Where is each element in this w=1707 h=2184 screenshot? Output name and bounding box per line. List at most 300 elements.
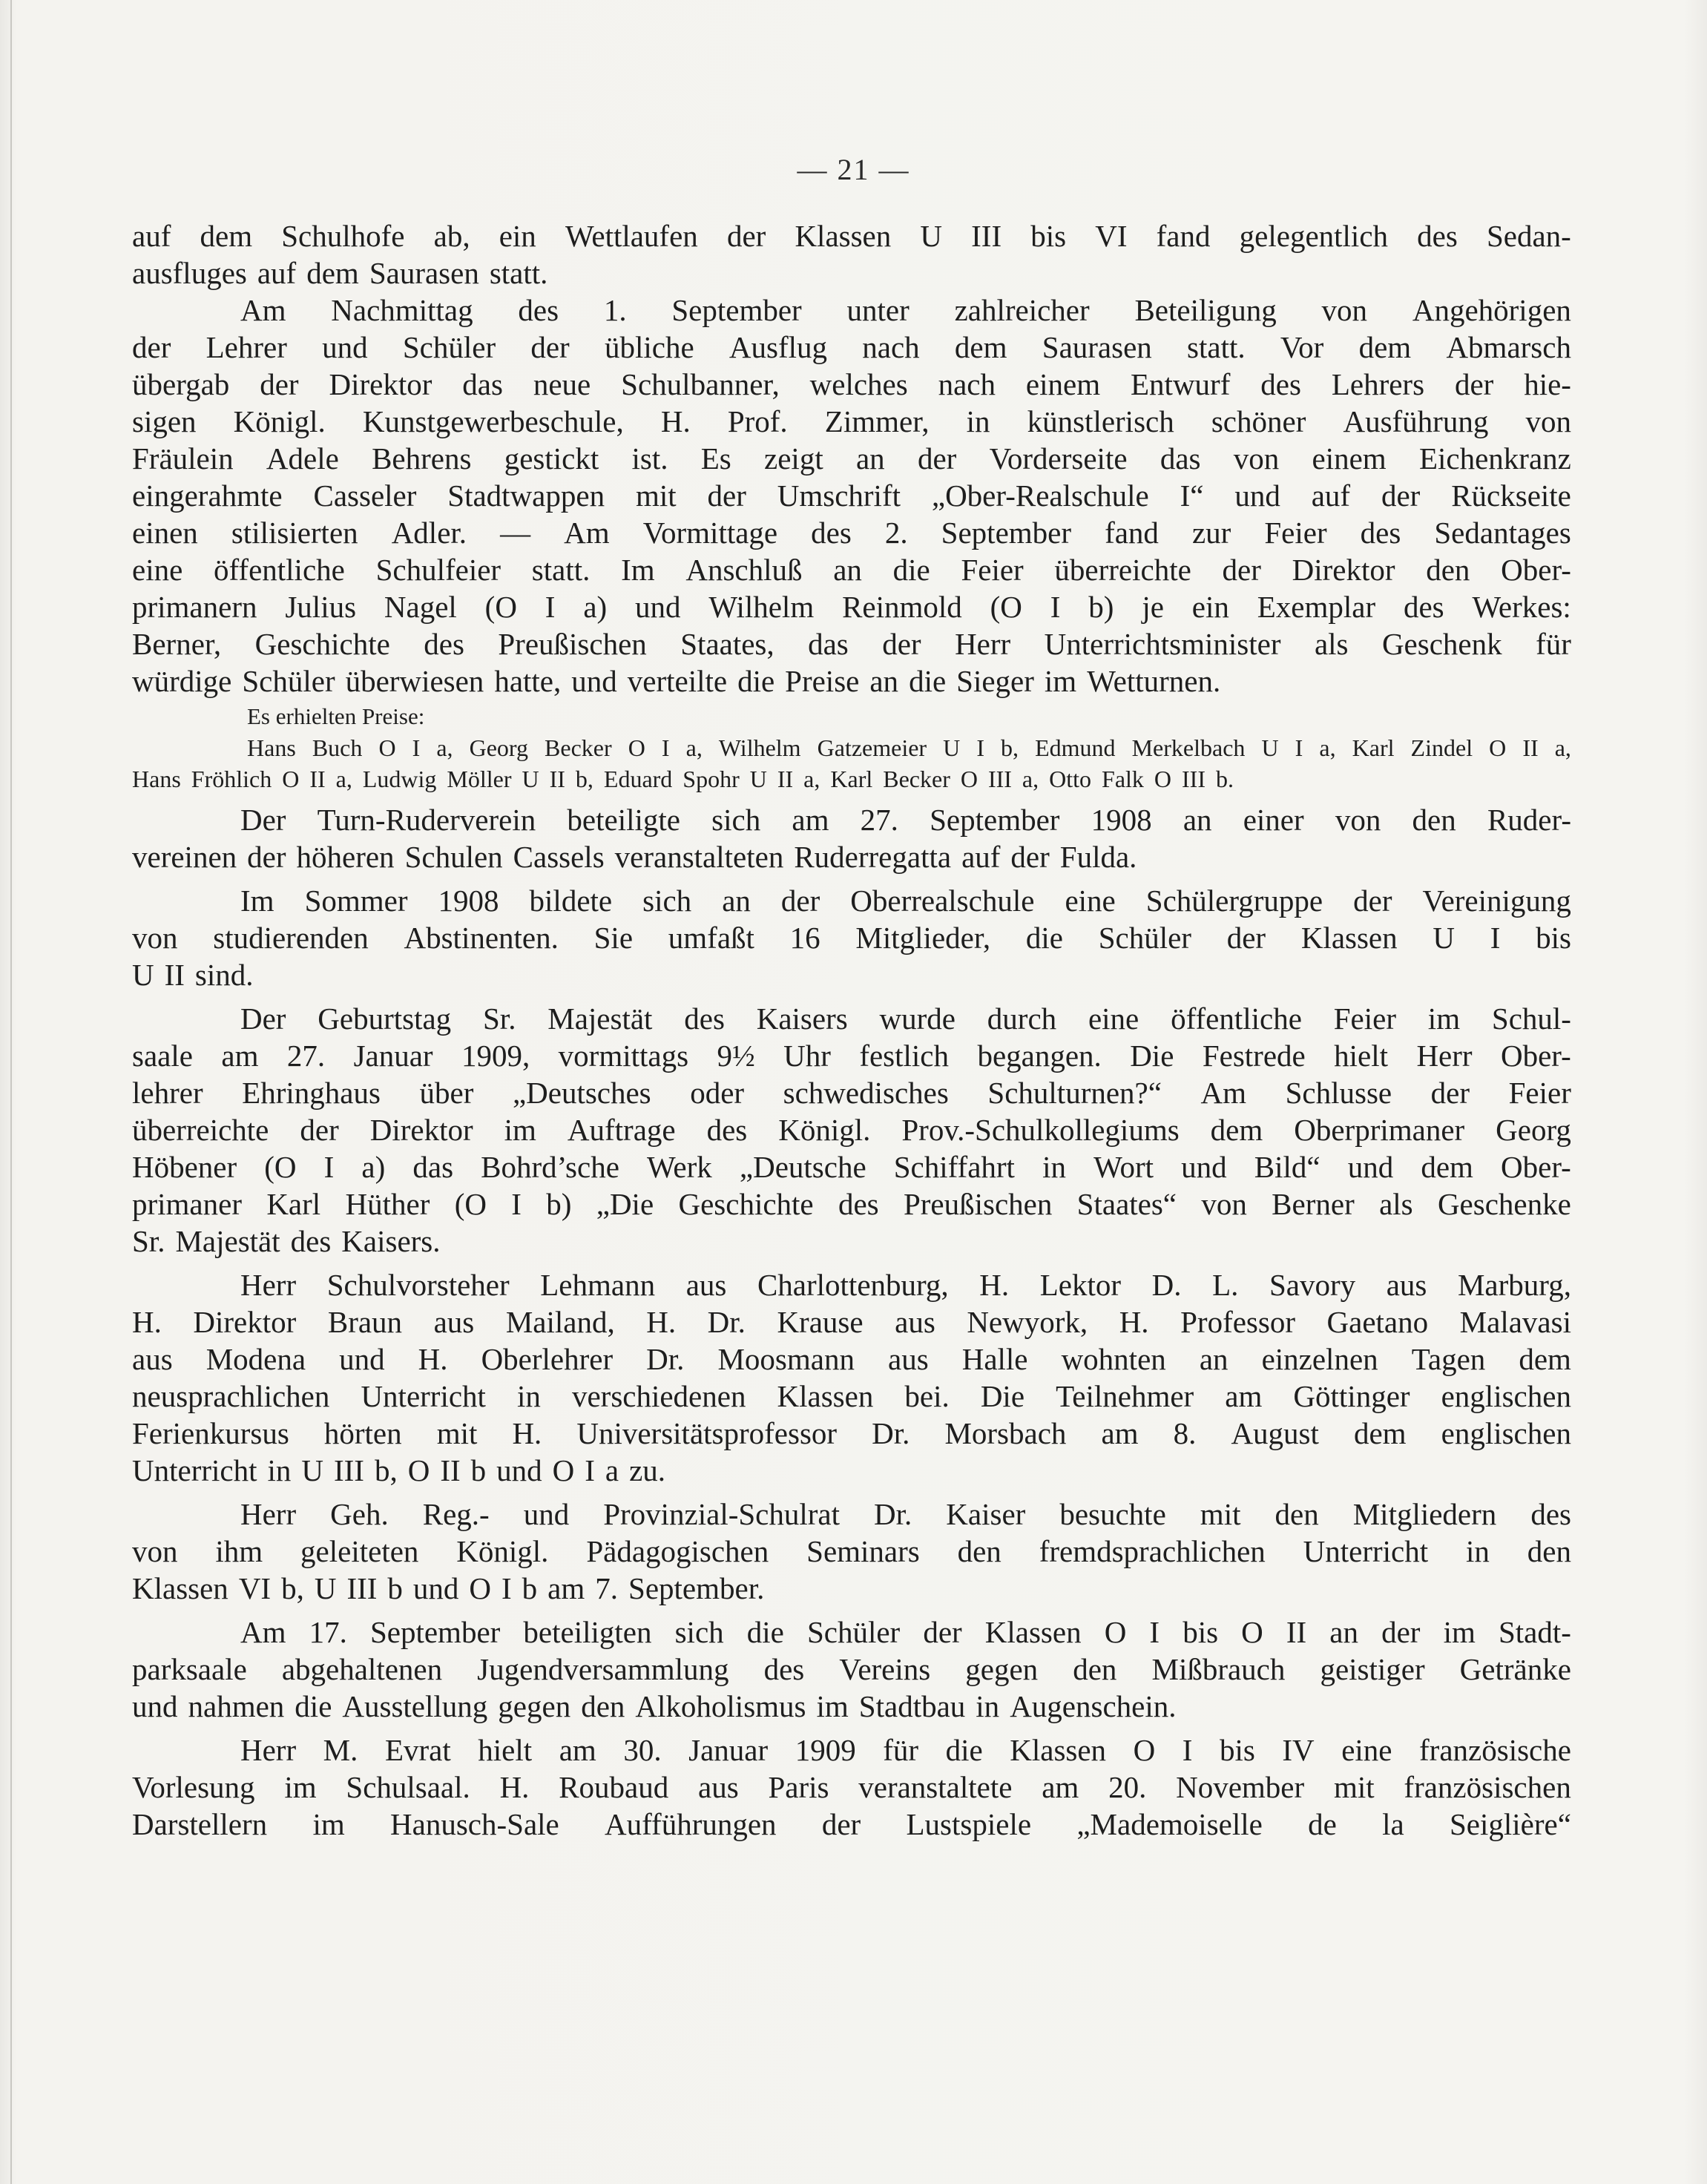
word: aus bbox=[1386, 1268, 1427, 1302]
word: Adele bbox=[266, 441, 339, 476]
word: VI bbox=[238, 1571, 272, 1605]
word: Fröhlich bbox=[191, 766, 272, 792]
word: I bbox=[585, 1453, 595, 1487]
word: Ober- bbox=[1501, 553, 1571, 587]
word: Rückseite bbox=[1451, 478, 1571, 513]
word: Buch bbox=[312, 734, 363, 761]
word: O bbox=[378, 734, 396, 761]
word: Otto bbox=[1049, 766, 1092, 792]
word: Morsbach bbox=[944, 1416, 1067, 1450]
text-line bbox=[132, 956, 1571, 993]
word: bis bbox=[1030, 219, 1067, 253]
word: Umschrift bbox=[777, 478, 901, 513]
word: an bbox=[1183, 803, 1212, 837]
word: O bbox=[1104, 1615, 1127, 1649]
word: Entwurf bbox=[1131, 367, 1231, 401]
word: dem bbox=[1519, 1342, 1571, 1376]
word: Möller bbox=[447, 766, 512, 792]
word: b bbox=[522, 1571, 538, 1605]
word: 27. bbox=[860, 803, 898, 837]
word: Kunstgewerbeschule, bbox=[362, 404, 624, 438]
word: begangen. bbox=[977, 1039, 1102, 1073]
word: a, bbox=[1319, 734, 1336, 761]
word: H. bbox=[418, 1342, 448, 1376]
word: Oberprimaner bbox=[1294, 1113, 1465, 1147]
word: Vorderseite bbox=[989, 441, 1128, 476]
text-line bbox=[132, 440, 1571, 477]
word: und bbox=[523, 1497, 570, 1531]
word: sigen bbox=[132, 404, 197, 438]
word: im bbox=[1044, 664, 1077, 698]
word: Direktor bbox=[1292, 553, 1395, 587]
word: wohnten bbox=[1061, 1342, 1166, 1376]
word: in bbox=[966, 404, 990, 438]
word: O bbox=[1489, 734, 1507, 761]
word: Schüler bbox=[242, 664, 335, 698]
word: von bbox=[132, 921, 178, 955]
word: September bbox=[930, 803, 1060, 837]
word: Gaetano bbox=[1326, 1305, 1429, 1339]
word: Malavasi bbox=[1459, 1305, 1571, 1339]
word: Stadt- bbox=[1498, 1615, 1571, 1649]
word: I bbox=[501, 1571, 512, 1605]
word: 1. bbox=[603, 293, 627, 327]
word: der bbox=[1381, 1615, 1421, 1649]
word: Halle bbox=[961, 1342, 1028, 1376]
word: VI bbox=[1095, 219, 1128, 253]
word: Die bbox=[980, 1379, 1025, 1413]
word: in bbox=[1042, 1150, 1066, 1184]
word: — bbox=[500, 516, 531, 550]
word: Berner, bbox=[132, 627, 222, 661]
text-line bbox=[132, 1651, 1571, 1688]
word: Braun bbox=[327, 1305, 403, 1339]
word: III bbox=[346, 1571, 378, 1605]
word: als bbox=[1314, 627, 1349, 661]
word: b, bbox=[374, 1453, 398, 1487]
word: der bbox=[132, 330, 171, 364]
word: Adler. bbox=[391, 516, 467, 550]
word: Karl bbox=[830, 766, 873, 792]
word: wurde bbox=[879, 1001, 956, 1036]
word: I bbox=[1295, 734, 1303, 761]
word: Schulfeier bbox=[375, 553, 501, 587]
word: der bbox=[821, 1807, 861, 1841]
page-number: — 21 — bbox=[797, 153, 910, 186]
word: Auftrage bbox=[567, 1113, 676, 1147]
text-line bbox=[132, 1185, 1571, 1223]
word: O bbox=[628, 734, 645, 761]
word: Reg.- bbox=[422, 1497, 490, 1531]
word: studierenden bbox=[213, 921, 369, 955]
word: Sr. bbox=[132, 1224, 165, 1258]
word: I bbox=[661, 734, 670, 761]
prize-list-line bbox=[132, 732, 1571, 763]
word: Zindel bbox=[1410, 734, 1473, 761]
word: Feier bbox=[961, 553, 1024, 587]
word: ein bbox=[499, 219, 536, 253]
word: ihm bbox=[215, 1534, 263, 1568]
word: Dr. bbox=[874, 1497, 912, 1531]
word: Geburtstag bbox=[318, 1001, 452, 1036]
word: und bbox=[571, 664, 617, 698]
word: 7. bbox=[595, 1571, 619, 1605]
word: hörten bbox=[323, 1416, 402, 1450]
word: Savory bbox=[1269, 1268, 1356, 1302]
word: ist. bbox=[631, 441, 668, 476]
word: überreichte bbox=[132, 1113, 269, 1147]
word: den bbox=[1275, 1497, 1319, 1531]
word: Feier bbox=[1264, 516, 1327, 550]
text-line bbox=[132, 1806, 1571, 1843]
text-line bbox=[132, 292, 1571, 329]
word: Wilhelm bbox=[708, 590, 815, 624]
word: des bbox=[1403, 590, 1444, 624]
text-line bbox=[132, 1037, 1571, 1074]
word: zeigt bbox=[764, 441, 823, 476]
text-line bbox=[132, 1496, 1571, 1533]
word: a, bbox=[803, 766, 820, 792]
word: aus bbox=[685, 1268, 727, 1302]
word: Schulhofe bbox=[281, 219, 405, 253]
word: Es bbox=[700, 441, 731, 476]
word: Sieger bbox=[956, 664, 1034, 698]
word: lehrer bbox=[132, 1076, 203, 1110]
word: den bbox=[1073, 1652, 1117, 1686]
word: auf bbox=[961, 840, 1001, 874]
word: b. bbox=[1215, 766, 1234, 792]
word: einer bbox=[1243, 803, 1304, 837]
word: Anschluß bbox=[685, 553, 803, 587]
word: Georg bbox=[1496, 1113, 1571, 1147]
word: D. bbox=[1151, 1268, 1182, 1302]
word: hie- bbox=[1524, 367, 1571, 401]
word: Saurasen bbox=[1042, 330, 1152, 364]
word: Am bbox=[1200, 1076, 1247, 1110]
word: O bbox=[1241, 1615, 1263, 1649]
word: Cassels bbox=[513, 840, 605, 874]
word: Schülergruppe bbox=[1145, 884, 1323, 918]
word: an bbox=[855, 441, 885, 476]
word: abgehaltenen bbox=[281, 1652, 443, 1686]
word: Wort bbox=[1093, 1150, 1154, 1184]
word: August bbox=[1231, 1416, 1319, 1450]
word: parksaale bbox=[132, 1652, 247, 1686]
word: Unterricht bbox=[361, 1379, 486, 1413]
word: mit bbox=[635, 478, 677, 513]
word: Majestät bbox=[175, 1224, 280, 1258]
text-line bbox=[132, 1415, 1571, 1452]
word: Sie bbox=[593, 921, 634, 955]
word: a, bbox=[685, 734, 703, 761]
word: und bbox=[322, 330, 368, 364]
text-line bbox=[132, 254, 1571, 292]
word: Eduard bbox=[603, 766, 673, 792]
word: veranstaltete bbox=[858, 1770, 1013, 1804]
word: U bbox=[132, 958, 154, 992]
word: in bbox=[1466, 1534, 1490, 1568]
text-line bbox=[132, 1111, 1571, 1148]
word: eine bbox=[1341, 1733, 1392, 1767]
word: Höbener bbox=[132, 1150, 237, 1184]
word: durch bbox=[987, 1001, 1057, 1036]
word: am bbox=[547, 1571, 585, 1605]
word: Prov.-Schulkollegiums bbox=[901, 1113, 1180, 1147]
word: 16 bbox=[789, 921, 820, 955]
word: gestickt bbox=[504, 441, 599, 476]
word: Preise bbox=[785, 664, 860, 698]
text-line bbox=[132, 477, 1571, 514]
word: Mißbrauch bbox=[1151, 1652, 1286, 1686]
word: verteilte bbox=[627, 664, 728, 698]
word: ein bbox=[1191, 590, 1229, 624]
word: fand bbox=[1156, 219, 1211, 253]
word: von bbox=[132, 1534, 178, 1568]
word: 1909, bbox=[461, 1039, 530, 1073]
word: einen bbox=[132, 516, 198, 550]
word: Professor bbox=[1180, 1305, 1295, 1339]
word: Becker bbox=[545, 734, 612, 761]
word: Ausstellung bbox=[342, 1689, 488, 1723]
word: a, bbox=[436, 734, 453, 761]
word: b, bbox=[1001, 734, 1019, 761]
word: U bbox=[1433, 921, 1455, 955]
word: Alkoholismus bbox=[635, 1689, 806, 1723]
word: würdige bbox=[132, 664, 232, 698]
word: welches bbox=[809, 367, 908, 401]
word: vereinen bbox=[132, 840, 237, 874]
word: und bbox=[635, 590, 681, 624]
word: Lustspiele bbox=[906, 1807, 1032, 1841]
word: im bbox=[1427, 1001, 1461, 1036]
word: statt. bbox=[531, 553, 591, 587]
word: Vorlesung bbox=[132, 1770, 255, 1804]
word: die bbox=[295, 1689, 332, 1723]
word: Vereinigung bbox=[1422, 884, 1571, 918]
word: Ruderregatta bbox=[794, 840, 952, 874]
word: a, bbox=[1554, 734, 1571, 761]
word: Merkelbach bbox=[1131, 734, 1246, 761]
word: Oberlehrer bbox=[481, 1342, 614, 1376]
word: neue bbox=[533, 367, 591, 401]
word: die bbox=[892, 553, 930, 587]
word: Charlottenburg, bbox=[757, 1268, 949, 1302]
word: Sedantages bbox=[1434, 516, 1571, 550]
word: der bbox=[707, 478, 746, 513]
word: Behrens bbox=[372, 441, 472, 476]
word: Werkes: bbox=[1472, 590, 1571, 624]
word: Mitglieder, bbox=[855, 921, 991, 955]
word: und bbox=[1181, 1150, 1227, 1184]
word: Werk bbox=[647, 1150, 712, 1184]
preise-heading: Es erhielten Preise: bbox=[247, 703, 425, 729]
word: II bbox=[777, 766, 794, 792]
word: gegen bbox=[498, 1689, 571, 1723]
word: Ausführung bbox=[1343, 404, 1489, 438]
word: Geschichte bbox=[254, 627, 390, 661]
word: Sedan- bbox=[1486, 219, 1571, 253]
word: gelegentlich bbox=[1239, 219, 1389, 253]
word: Schulsaal. bbox=[346, 1770, 470, 1804]
word: des bbox=[706, 1113, 748, 1147]
word: Schlusse bbox=[1285, 1076, 1392, 1110]
word: Klassen bbox=[1300, 921, 1398, 955]
word: in bbox=[267, 1453, 292, 1487]
text-line bbox=[132, 1688, 1571, 1725]
word: Festrede bbox=[1202, 1039, 1306, 1073]
word: des bbox=[1360, 516, 1401, 550]
word: 27. bbox=[286, 1039, 326, 1073]
word: H. bbox=[979, 1268, 1010, 1302]
word: von bbox=[1201, 1187, 1247, 1221]
word: Im bbox=[621, 553, 655, 587]
word: an bbox=[1199, 1342, 1229, 1376]
word: September bbox=[671, 293, 802, 327]
word: eine bbox=[1088, 1001, 1139, 1036]
word: bildete bbox=[529, 884, 613, 918]
word: II bbox=[1286, 1615, 1307, 1649]
word: mit bbox=[1200, 1497, 1241, 1531]
word: überreichte bbox=[1054, 553, 1191, 587]
word: L. bbox=[1212, 1268, 1239, 1302]
word: ab, bbox=[433, 219, 470, 253]
word: des bbox=[1260, 367, 1301, 401]
word: I“ bbox=[1180, 478, 1204, 513]
word: überwiesen bbox=[345, 664, 484, 698]
word: auf bbox=[257, 256, 297, 290]
word: (O bbox=[454, 1187, 487, 1221]
word: einzelnen bbox=[1261, 1342, 1378, 1376]
word: Dr. bbox=[872, 1416, 910, 1450]
word: für bbox=[1536, 627, 1571, 661]
word: Georg bbox=[469, 734, 528, 761]
word: II bbox=[440, 1453, 461, 1487]
text-line bbox=[132, 1570, 1571, 1607]
text-line bbox=[132, 1341, 1571, 1378]
word: der bbox=[1381, 478, 1421, 513]
word: der bbox=[882, 627, 921, 661]
word: (O bbox=[264, 1150, 297, 1184]
word: der bbox=[1353, 884, 1392, 918]
text-line bbox=[132, 217, 1571, 254]
word: ausfluges bbox=[132, 256, 247, 290]
word: H. bbox=[1119, 1305, 1149, 1339]
word: O bbox=[960, 766, 978, 792]
word: sind. bbox=[194, 958, 254, 992]
word: von bbox=[1335, 803, 1381, 837]
text-line bbox=[132, 625, 1571, 662]
word: der bbox=[260, 367, 299, 401]
word: des bbox=[518, 293, 559, 327]
word: als bbox=[1379, 1187, 1413, 1221]
word: öffentliche bbox=[214, 553, 345, 587]
word: Klassen bbox=[777, 1379, 874, 1413]
word: I bbox=[1149, 1615, 1160, 1649]
word: Lehrer bbox=[205, 330, 287, 364]
text-line bbox=[132, 1266, 1571, 1303]
word: Direktor bbox=[329, 367, 432, 401]
word: III bbox=[987, 766, 1012, 792]
word: 9½ bbox=[717, 1039, 755, 1073]
word: am bbox=[1225, 1379, 1263, 1413]
word: und bbox=[1234, 478, 1280, 513]
word: in bbox=[976, 1689, 1000, 1723]
word: Wilhelm bbox=[718, 734, 801, 761]
word: Majestät bbox=[547, 1001, 653, 1036]
word: Klassen bbox=[132, 1571, 228, 1605]
word: Ausflug bbox=[728, 330, 828, 364]
word: Herr bbox=[240, 1733, 297, 1767]
word: verschiedenen bbox=[571, 1379, 746, 1413]
word: Eichenkranz bbox=[1418, 441, 1571, 476]
word: den bbox=[957, 1534, 1001, 1568]
word: des bbox=[838, 1187, 879, 1221]
word: statt. bbox=[489, 256, 548, 290]
word: 8. bbox=[1173, 1416, 1197, 1450]
word: einem bbox=[1025, 367, 1101, 401]
word: saale bbox=[132, 1039, 193, 1073]
word: bei. bbox=[904, 1379, 950, 1413]
word: U bbox=[301, 1453, 323, 1487]
text-line bbox=[132, 1731, 1571, 1769]
word: von bbox=[1321, 293, 1368, 327]
word: Bild“ bbox=[1254, 1150, 1320, 1184]
word: Schulvorsteher bbox=[326, 1268, 510, 1302]
word: Lehrers bbox=[1331, 367, 1425, 401]
word: fand bbox=[1105, 516, 1159, 550]
word: der bbox=[247, 840, 286, 874]
word: 1908 bbox=[1091, 803, 1152, 837]
word: beteiligte bbox=[567, 803, 680, 837]
word: Sr. bbox=[483, 1001, 516, 1036]
word: U bbox=[522, 766, 539, 792]
word: Vereins bbox=[839, 1652, 931, 1686]
word: III bbox=[971, 219, 1002, 253]
word: die bbox=[945, 1733, 983, 1767]
word: September. bbox=[628, 1571, 765, 1605]
word: hielt bbox=[1334, 1039, 1389, 1073]
word: Ruder- bbox=[1487, 803, 1571, 837]
word: a) bbox=[583, 590, 608, 624]
text-line bbox=[132, 551, 1571, 588]
word: Schulturnen?“ bbox=[987, 1076, 1162, 1110]
word: übergab bbox=[132, 367, 230, 401]
word: schwedisches bbox=[783, 1076, 949, 1110]
text-line bbox=[132, 882, 1571, 919]
word: Ober- bbox=[1501, 1039, 1571, 1073]
word: Berner bbox=[1272, 1187, 1355, 1221]
word: 1909 bbox=[795, 1733, 856, 1767]
word: Hans bbox=[132, 766, 181, 792]
word: Geschenke bbox=[1437, 1187, 1571, 1221]
word: Direktor bbox=[369, 1113, 473, 1147]
word: Turn-Ruderverein bbox=[317, 803, 536, 837]
word: Vor bbox=[1280, 330, 1324, 364]
word: Mailand, bbox=[505, 1305, 615, 1339]
word: Seiglière“ bbox=[1450, 1807, 1571, 1841]
word: Vormittage bbox=[642, 516, 778, 550]
word: eine bbox=[1065, 884, 1116, 918]
word: Lehmann bbox=[540, 1268, 656, 1302]
word: Dr. bbox=[707, 1305, 746, 1339]
word: an bbox=[722, 884, 751, 918]
word: Kaisers bbox=[756, 1001, 848, 1036]
word: eine bbox=[132, 553, 183, 587]
word: aus bbox=[433, 1305, 475, 1339]
word: U bbox=[749, 766, 767, 792]
word: Herr bbox=[1416, 1039, 1473, 1073]
word: höheren bbox=[296, 840, 395, 874]
